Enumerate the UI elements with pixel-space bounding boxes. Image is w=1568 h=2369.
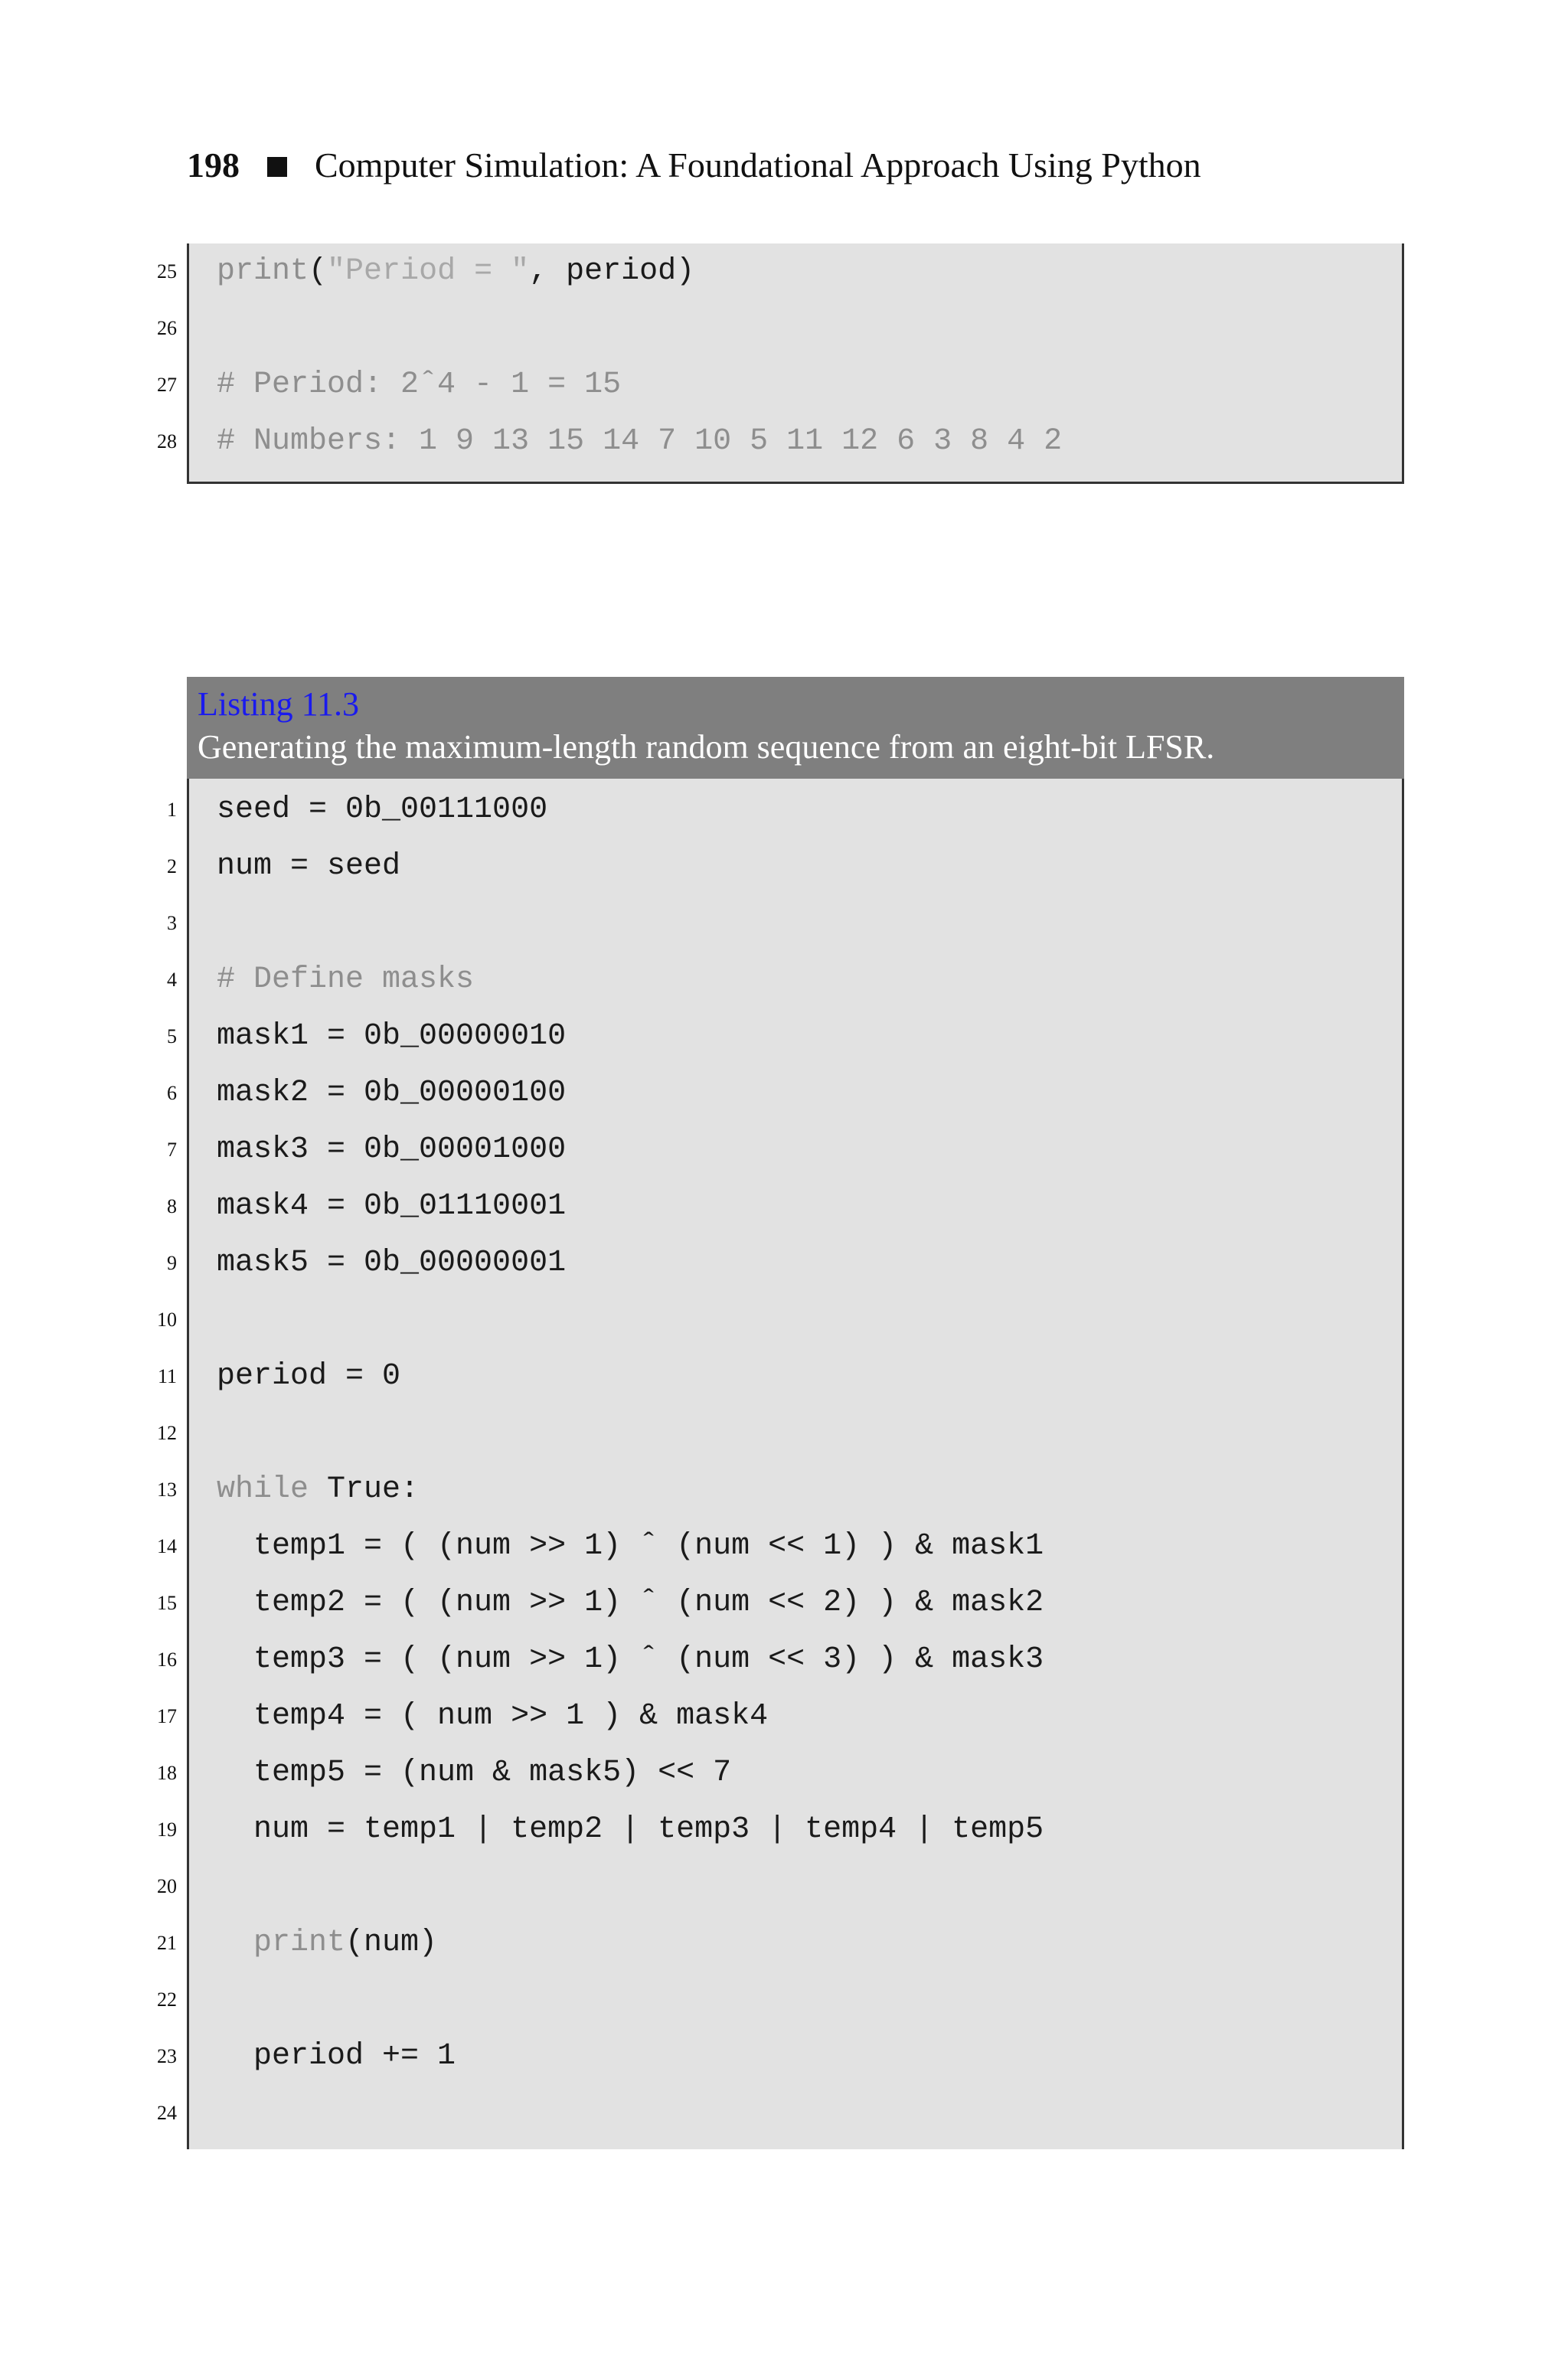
code-token: mask3 = 0b_00001000 xyxy=(217,1132,567,1167)
line-number: 21 xyxy=(157,1932,177,1954)
code-token: mask5 = 0b_00000001 xyxy=(217,1246,567,1280)
code-text xyxy=(217,952,474,1008)
line-number: 10 xyxy=(157,1309,177,1331)
code-text xyxy=(217,1688,768,1745)
code-text xyxy=(217,413,1062,470)
code-line xyxy=(157,300,1402,357)
line-number: 2 xyxy=(167,855,177,877)
listing-caption xyxy=(187,677,1404,779)
line-number: 20 xyxy=(157,1875,177,1897)
line-number: 16 xyxy=(157,1648,177,1671)
line-number: 27 xyxy=(157,374,177,396)
code-token: num = temp1 | temp2 | temp3 | temp4 | temp5 xyxy=(217,1812,1044,1847)
line-number: 24 xyxy=(157,2102,177,2124)
code-token: temp4 = ( num >> 1 ) & mask4 xyxy=(217,1699,769,1733)
listing-caption-text: Generating the maximum-length random sequence from an eight-bit LFSR. xyxy=(198,728,1215,766)
code-text xyxy=(217,1008,566,1065)
code-text xyxy=(217,1065,566,1122)
code-text xyxy=(217,1802,1044,1858)
line-number: 3 xyxy=(167,912,177,934)
code-token: temp2 = ( (num >> 1) ˆ (num << 2) ) & mask2 xyxy=(217,1586,1044,1620)
code-token: while xyxy=(217,1472,309,1507)
code-token: print xyxy=(217,1926,346,1960)
code-text xyxy=(217,1915,437,1972)
code-comment: # Period: 2ˆ4 - 1 = 15 xyxy=(217,368,622,402)
code-line xyxy=(157,1972,1402,2028)
code-text xyxy=(217,357,621,413)
line-number: 26 xyxy=(157,317,177,339)
code-line xyxy=(167,1178,1402,1235)
code-text xyxy=(217,1122,566,1178)
code-token: print xyxy=(217,254,309,289)
line-number: 8 xyxy=(167,1195,177,1217)
code-token: (num) xyxy=(345,1926,438,1960)
code-line xyxy=(157,1348,1402,1405)
line-number: 6 xyxy=(167,1082,177,1104)
code-line xyxy=(157,357,1402,413)
code-line xyxy=(167,952,1402,1008)
code-string: "Period = " xyxy=(327,254,530,289)
code-line xyxy=(157,2028,1402,2085)
line-number: 17 xyxy=(157,1705,177,1727)
code-line xyxy=(157,243,1402,300)
code-text xyxy=(217,1235,566,1292)
line-number: 14 xyxy=(157,1535,177,1557)
line-number: 15 xyxy=(157,1592,177,1614)
page-header xyxy=(187,142,1201,188)
code-comment: # Define masks xyxy=(217,962,475,997)
code-token: seed = 0b_00111000 xyxy=(217,792,548,827)
code-line xyxy=(167,782,1402,838)
line-number: 25 xyxy=(157,260,177,283)
code-line xyxy=(167,895,1402,952)
code-line xyxy=(157,1575,1402,1632)
line-number: 4 xyxy=(167,969,177,991)
code-token: period += 1 xyxy=(217,2039,456,2073)
line-number: 23 xyxy=(157,2045,177,2067)
code-comment: # Numbers: 1 9 13 15 14 7 10 5 11 12 6 3 8 4 2 xyxy=(217,424,1063,459)
code-token: num = seed xyxy=(217,849,401,884)
listing-label: Listing 11.3 xyxy=(198,685,360,723)
code-token: mask1 = 0b_00000010 xyxy=(217,1019,567,1054)
code-token: mask2 = 0b_00000100 xyxy=(217,1076,567,1110)
code-line xyxy=(157,1292,1402,1348)
code-text xyxy=(217,243,694,300)
code-text xyxy=(217,1575,1044,1632)
code-block-continued xyxy=(157,243,1404,484)
book-title: Computer Simulation: A Foundational Approach Using Python xyxy=(315,145,1201,185)
code-token: ( xyxy=(309,254,328,289)
code-line xyxy=(167,1065,1402,1122)
line-number: 19 xyxy=(157,1818,177,1841)
code-token: temp3 = ( (num >> 1) ˆ (num << 3) ) & mask3 xyxy=(217,1642,1044,1677)
code-text xyxy=(217,1462,419,1518)
line-number: 28 xyxy=(157,430,177,453)
code-line xyxy=(157,1462,1402,1518)
line-number: 18 xyxy=(157,1762,177,1784)
code-text xyxy=(217,1518,1044,1575)
code-line xyxy=(157,2085,1402,2142)
code-line xyxy=(157,1915,1402,1972)
code-line xyxy=(157,1858,1402,1915)
code-line xyxy=(157,1405,1402,1462)
header-square-icon xyxy=(267,157,287,177)
code-text xyxy=(217,838,400,895)
code-token: True: xyxy=(309,1472,420,1507)
line-number: 9 xyxy=(167,1252,177,1274)
code-line xyxy=(167,1008,1402,1065)
line-number: 7 xyxy=(167,1139,177,1161)
line-number: 22 xyxy=(157,1988,177,2011)
code-line xyxy=(167,1235,1402,1292)
line-number: 1 xyxy=(167,799,177,821)
code-line xyxy=(157,1745,1402,1802)
code-text xyxy=(217,2028,456,2085)
page-number: 198 xyxy=(187,145,240,185)
code-line xyxy=(157,413,1402,470)
code-line xyxy=(167,1122,1402,1178)
line-number: 5 xyxy=(167,1025,177,1047)
code-text xyxy=(217,1348,400,1405)
code-token: temp5 = (num & mask5) << 7 xyxy=(217,1756,732,1790)
code-token: , period) xyxy=(529,254,695,289)
line-number: 11 xyxy=(157,1365,177,1387)
code-text xyxy=(217,1745,731,1802)
code-token: temp1 = ( (num >> 1) ˆ (num << 1) ) & mask1 xyxy=(217,1529,1044,1564)
line-number: 13 xyxy=(157,1479,177,1501)
code-text xyxy=(217,1632,1044,1688)
code-token: period = 0 xyxy=(217,1359,401,1394)
code-token: mask4 = 0b_01110001 xyxy=(217,1189,567,1224)
code-text xyxy=(217,782,547,838)
code-line xyxy=(167,838,1402,895)
code-line xyxy=(157,1632,1402,1688)
code-text xyxy=(217,1178,566,1235)
code-block-listing xyxy=(157,779,1404,2149)
line-number: 12 xyxy=(157,1422,177,1444)
code-line xyxy=(157,1688,1402,1745)
code-line xyxy=(157,1802,1402,1858)
code-line xyxy=(157,1518,1402,1575)
